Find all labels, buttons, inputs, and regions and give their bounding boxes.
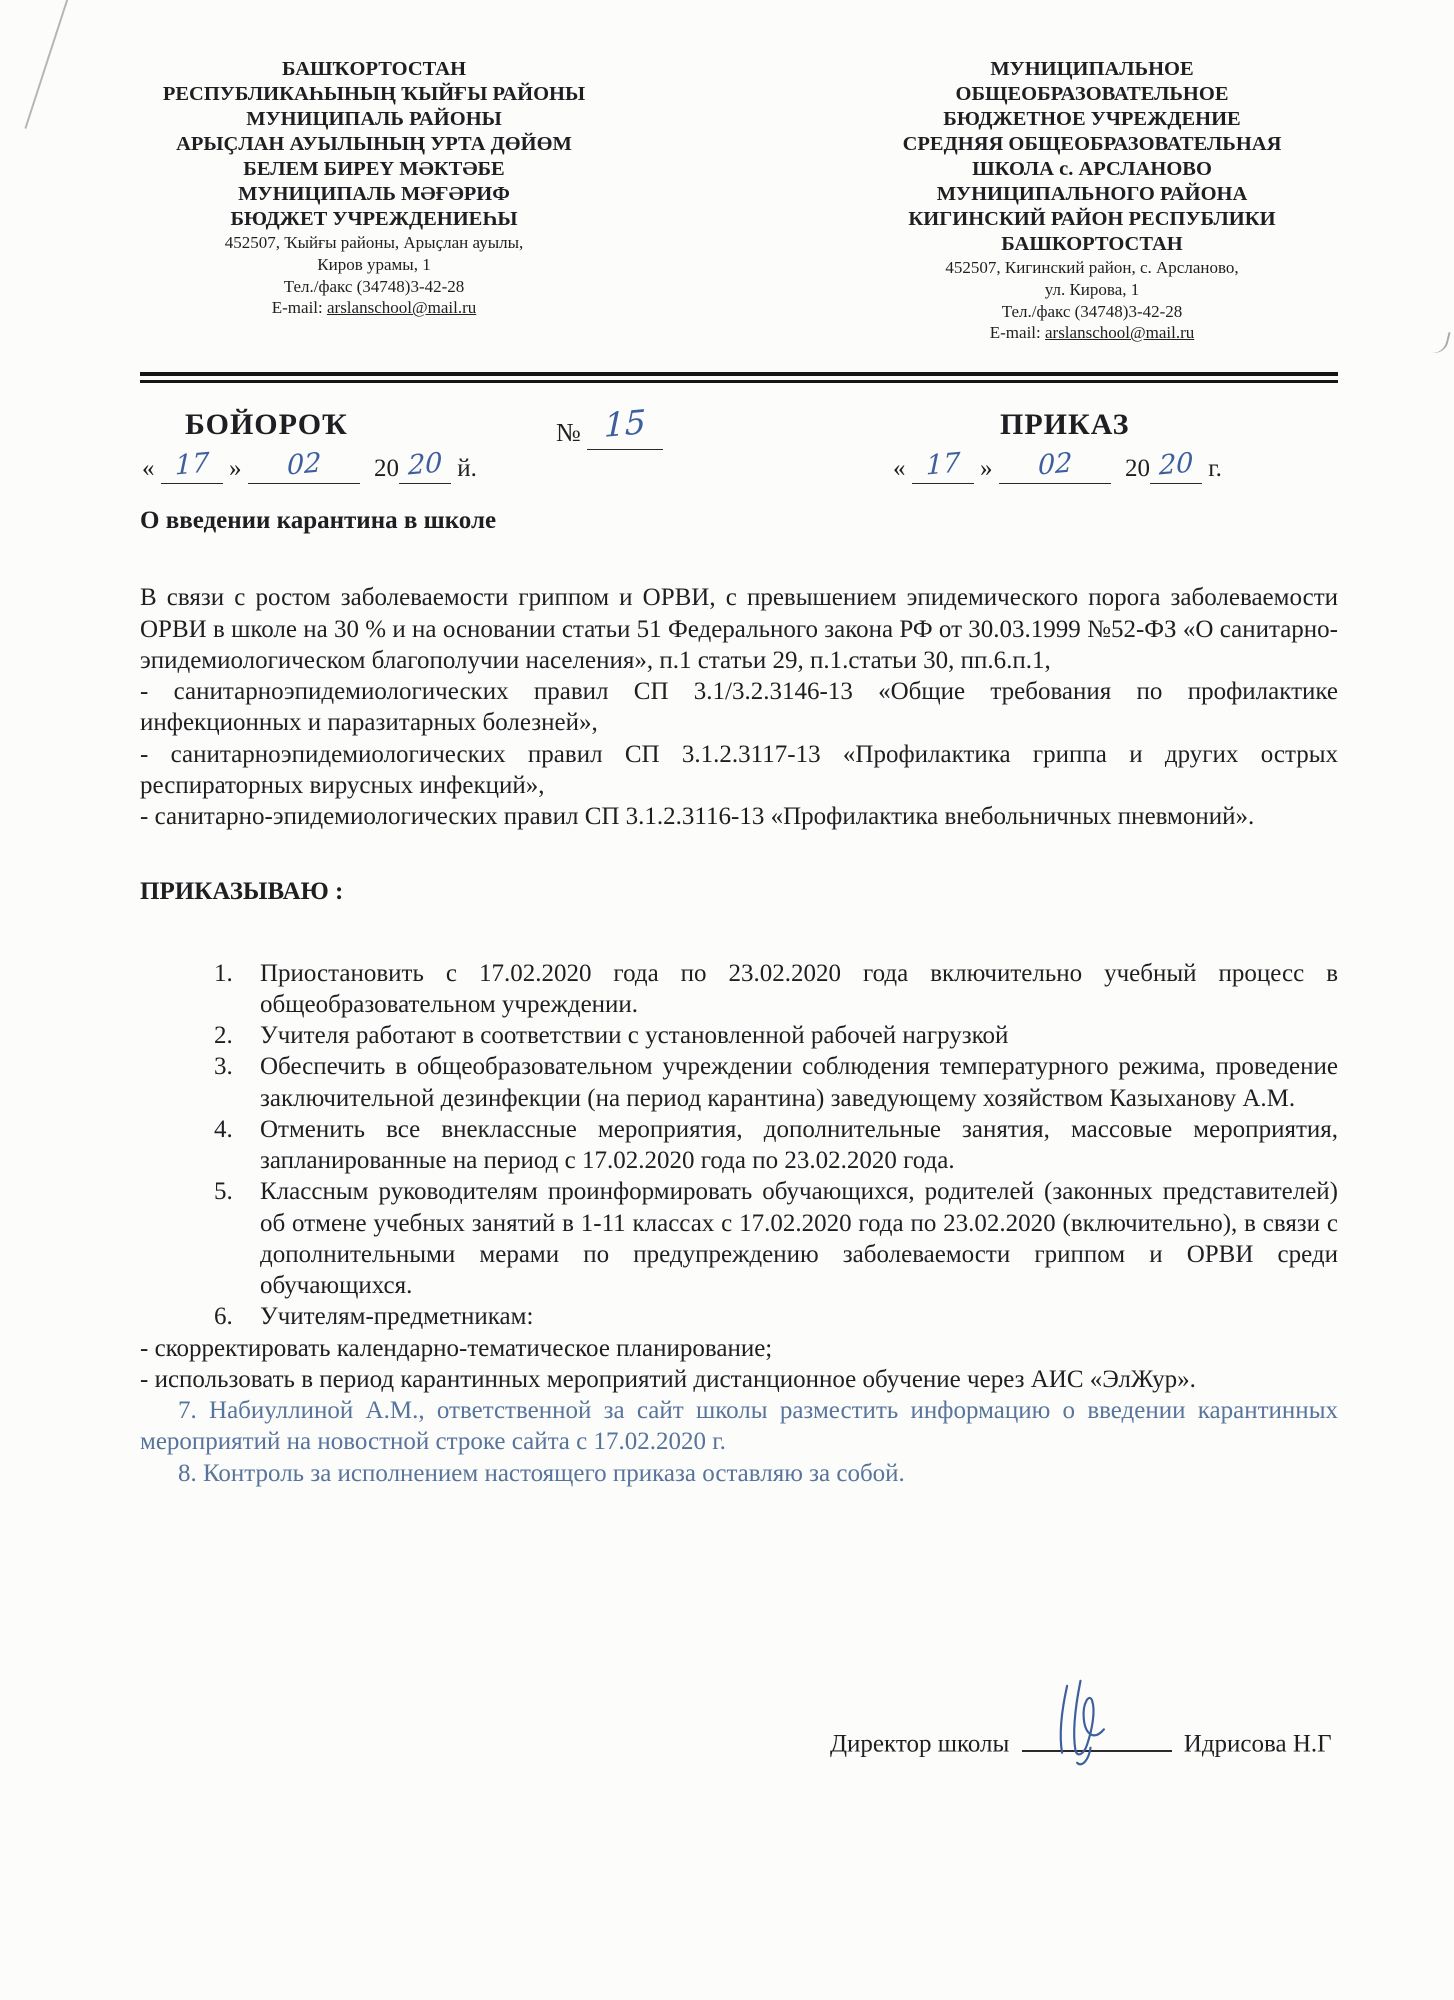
handwritten-year: 20 <box>1158 447 1194 482</box>
date-suffix: г. <box>1208 455 1222 482</box>
letterhead-russian <box>842 57 1342 344</box>
directive-item <box>214 1176 1338 1301</box>
email-address: arslanschool@mail.ru <box>1044 323 1195 343</box>
address-line: ул. Кирова, 1 <box>1044 279 1140 299</box>
date-century: 20 <box>1125 455 1150 482</box>
scan-artifact-line <box>24 0 69 129</box>
intro-paragraph: В связи с ростом заболеваемости гриппом и ОРВИ, с превышением эпидемического порога заболеваемости ОРВИ в школе на 30 % и на основании статьи 51 Федерального закона РФ от 30.03.1999 №52-ФЗ «О санитарно-эпидемиологическом благополучии населения», п.1 статьи 29, п.1.статьи 30, пп.6.п.1, <box>140 584 1338 674</box>
letterhead-line: МУНИЦИПАЛЬ МӘҒӘРИФ <box>238 183 510 205</box>
letterhead-line: ШКОЛА с. АРСЛАНОВО <box>972 158 1212 180</box>
scan-artifact-edge <box>1427 328 1450 356</box>
item-number: 3. <box>214 1053 233 1081</box>
handwritten-month: 02 <box>286 447 322 482</box>
letterhead-line: КИГИНСКИЙ РАЙОН РЕСПУБЛИКИ <box>908 208 1276 230</box>
directive-item <box>214 1020 1338 1051</box>
header-separator-rule <box>140 372 1338 383</box>
signature-name: Идрисова Н.Г <box>1183 1730 1332 1758</box>
date-close-quote: » <box>980 455 993 482</box>
address-line: 452507, Ҡыйғы районы, Арыҫлан ауылы, <box>224 233 524 252</box>
letterhead-line: БАШҠОРТОСТАН <box>281 58 467 80</box>
directive-item <box>140 1333 1338 1364</box>
item-text: Обеспечить в общеобразовательном учреждении соблюдения температурного режима, проведение заключительной дезинфекции (на период карантина) заведующему хозяйством Казыханову А.М. <box>260 1053 1338 1112</box>
date-century: 20 <box>374 455 399 482</box>
intro-paragraph: - санитарноэпидемиологических правил СП 3.1.2.3117-13 «Профилактика гриппа и других острых респираторных вирусных инфекций», <box>140 740 1338 799</box>
item-number: 1. <box>214 959 233 987</box>
intro-paragraph: - санитарно-эпидемиологических правил СП 3.1.2.3116-13 «Профилактика внебольничных пневмоний». <box>140 803 1255 830</box>
date-day-blank <box>912 447 974 484</box>
letterhead-line: МУНИЦИПАЛЬ РАЙОНЫ <box>246 108 502 130</box>
date-year-blank <box>1150 447 1202 484</box>
date-open-quote: « <box>142 455 155 482</box>
email-line-bashkir <box>128 297 620 319</box>
date-close-quote: » <box>229 455 242 482</box>
intro-paragraph: - санитарноэпидемиологических правил СП 3.1/3.2.3146-13 «Общие требования по профилактике инфекционных и паразитарных болезней», <box>140 678 1338 737</box>
letterhead-line: МУНИЦИПАЛЬНОГО РАЙОНА <box>936 183 1248 205</box>
date-open-quote: « <box>893 455 906 482</box>
handwritten-day: 17 <box>174 447 210 482</box>
letterhead-russian-address <box>842 257 1342 322</box>
item-text: 7. Набиуллиной А.М., ответственной за сайт школы разместить информацию о введении карантинных мероприятий на новостной строке сайта с 17.02.2020 г. <box>140 1397 1338 1456</box>
item-text: Классным руководителям проинформировать обучающихся, родителей (законных представителей) об отмене учебных занятий в 1-11 классах с 17.02.2020 года по 23.02.2020 (включительно), в связи с дополнительными мерами по предупреждению заболеваемости гриппом и ОРВИ среди обучающихся. <box>260 1178 1338 1299</box>
handwritten-day: 17 <box>925 447 961 482</box>
letterhead-line: ОБЩЕОБРАЗОВАТЕЛЬНОЕ <box>955 83 1229 105</box>
date-suffix: й. <box>457 455 477 482</box>
item-text: - использовать в период карантинных мероприятий дистанционное обучение через АИС «ЭлЖур». <box>140 1365 1196 1393</box>
letterhead-bashkir <box>128 57 620 319</box>
email-address: arslanschool@mail.ru <box>326 298 477 318</box>
address-line: Тел./факс (34748)3-42-28 <box>1001 301 1183 321</box>
letterhead-line: АРЫҪЛАН АУЫЛЫНЫҢ УРТА ДӨЙӨМ <box>176 133 572 155</box>
date-month-blank <box>248 447 360 484</box>
handwritten-year: 20 <box>407 447 443 482</box>
directive-item <box>214 1114 1338 1177</box>
address-line: 452507, Кигинский район, с. Арсланово, <box>945 258 1239 277</box>
directive-item <box>214 1051 1338 1114</box>
signature-scribble <box>1042 1664 1134 1778</box>
item-number: 6. <box>214 1303 233 1331</box>
item-text: Отменить все внеклассные мероприятия, дополнительные занятия, массовые мероприятия, запланированные на период с 17.02.2020 года по 23.02.2020 года. <box>260 1115 1338 1174</box>
directive-item <box>140 1458 1338 1489</box>
handwritten-order-number: 15 <box>604 402 647 445</box>
item-text: Приостановить с 17.02.2020 года по 23.02.2020 года включительно учебный процесс в общеобразовательном учреждении. <box>260 959 1338 1018</box>
address-line: Тел./факс (34748)3-42-28 <box>283 276 465 296</box>
order-body <box>140 505 1338 1489</box>
item-text: 8. Контроль за исполнением настоящего приказа оставляю за собой. <box>178 1459 905 1487</box>
directive-item <box>140 1364 1338 1395</box>
number-blank-line <box>587 402 663 450</box>
letterhead-line: СРЕДНЯЯ ОБЩЕОБРАЗОВАТЕЛЬНАЯ <box>902 133 1282 155</box>
signature-line <box>1022 1722 1172 1752</box>
item-text: Учителям-предметникам: <box>260 1303 534 1331</box>
letterhead-line: РЕСПУБЛИКАҺЫНЫҢ ҠЫЙҒЫ РАЙОНЫ <box>162 83 586 105</box>
number-sign: № <box>556 418 581 447</box>
order-date-bashkir <box>142 447 477 484</box>
email-line-russian <box>842 322 1342 344</box>
letterhead-bashkir-title <box>128 57 620 232</box>
letterhead-russian-title <box>842 57 1342 257</box>
order-title-russian: ПРИКАЗ <box>1000 408 1130 441</box>
item-number: 4. <box>214 1115 233 1143</box>
order-subject: О введении карантина в школе <box>140 507 497 534</box>
address-line: Киров урамы, 1 <box>317 254 431 274</box>
date-month-blank <box>999 447 1111 484</box>
directive-item <box>214 1301 1338 1332</box>
letterhead-line: БЮДЖЕТ УЧРЕЖДЕНИЕҺЫ <box>230 208 518 230</box>
email-label: E-mail: <box>989 323 1045 343</box>
letterhead-line: БЕЛЕМ БИРЕҮ МӘКТӘБЕ <box>243 158 505 180</box>
directive-item <box>140 1395 1338 1458</box>
signature-label: Директор школы <box>830 1730 1010 1758</box>
letterhead-line: БАШКОРТОСТАН <box>1001 233 1183 255</box>
order-date-russian <box>893 447 1222 484</box>
date-year-blank <box>399 447 451 484</box>
item-number: 2. <box>214 1022 233 1049</box>
item-text: - скорректировать календарно-тематическое планирование; <box>140 1334 773 1362</box>
order-title-bashkir: БОЙОРОҠ <box>185 408 348 441</box>
directive-item <box>214 958 1338 1021</box>
directive-heading: ПРИКАЗЫВАЮ : <box>140 878 344 906</box>
signature-block <box>830 1722 1332 1759</box>
date-day-blank <box>161 447 223 484</box>
order-number <box>556 402 663 450</box>
letterhead-line: МУНИЦИПАЛЬНОЕ <box>990 58 1194 80</box>
handwritten-month: 02 <box>1037 447 1073 482</box>
letterhead-line: БЮДЖЕТНОЕ УЧРЕЖДЕНИЕ <box>943 108 1241 130</box>
email-label: E-mail: <box>271 298 327 318</box>
letterhead-bashkir-address <box>128 232 620 297</box>
item-number: 5. <box>214 1178 233 1206</box>
directive-items <box>140 958 1338 1489</box>
intro-paragraphs <box>140 582 1338 832</box>
item-text: Учителя работают в соответствии с установленной рабочей нагрузкой <box>260 1022 1009 1049</box>
